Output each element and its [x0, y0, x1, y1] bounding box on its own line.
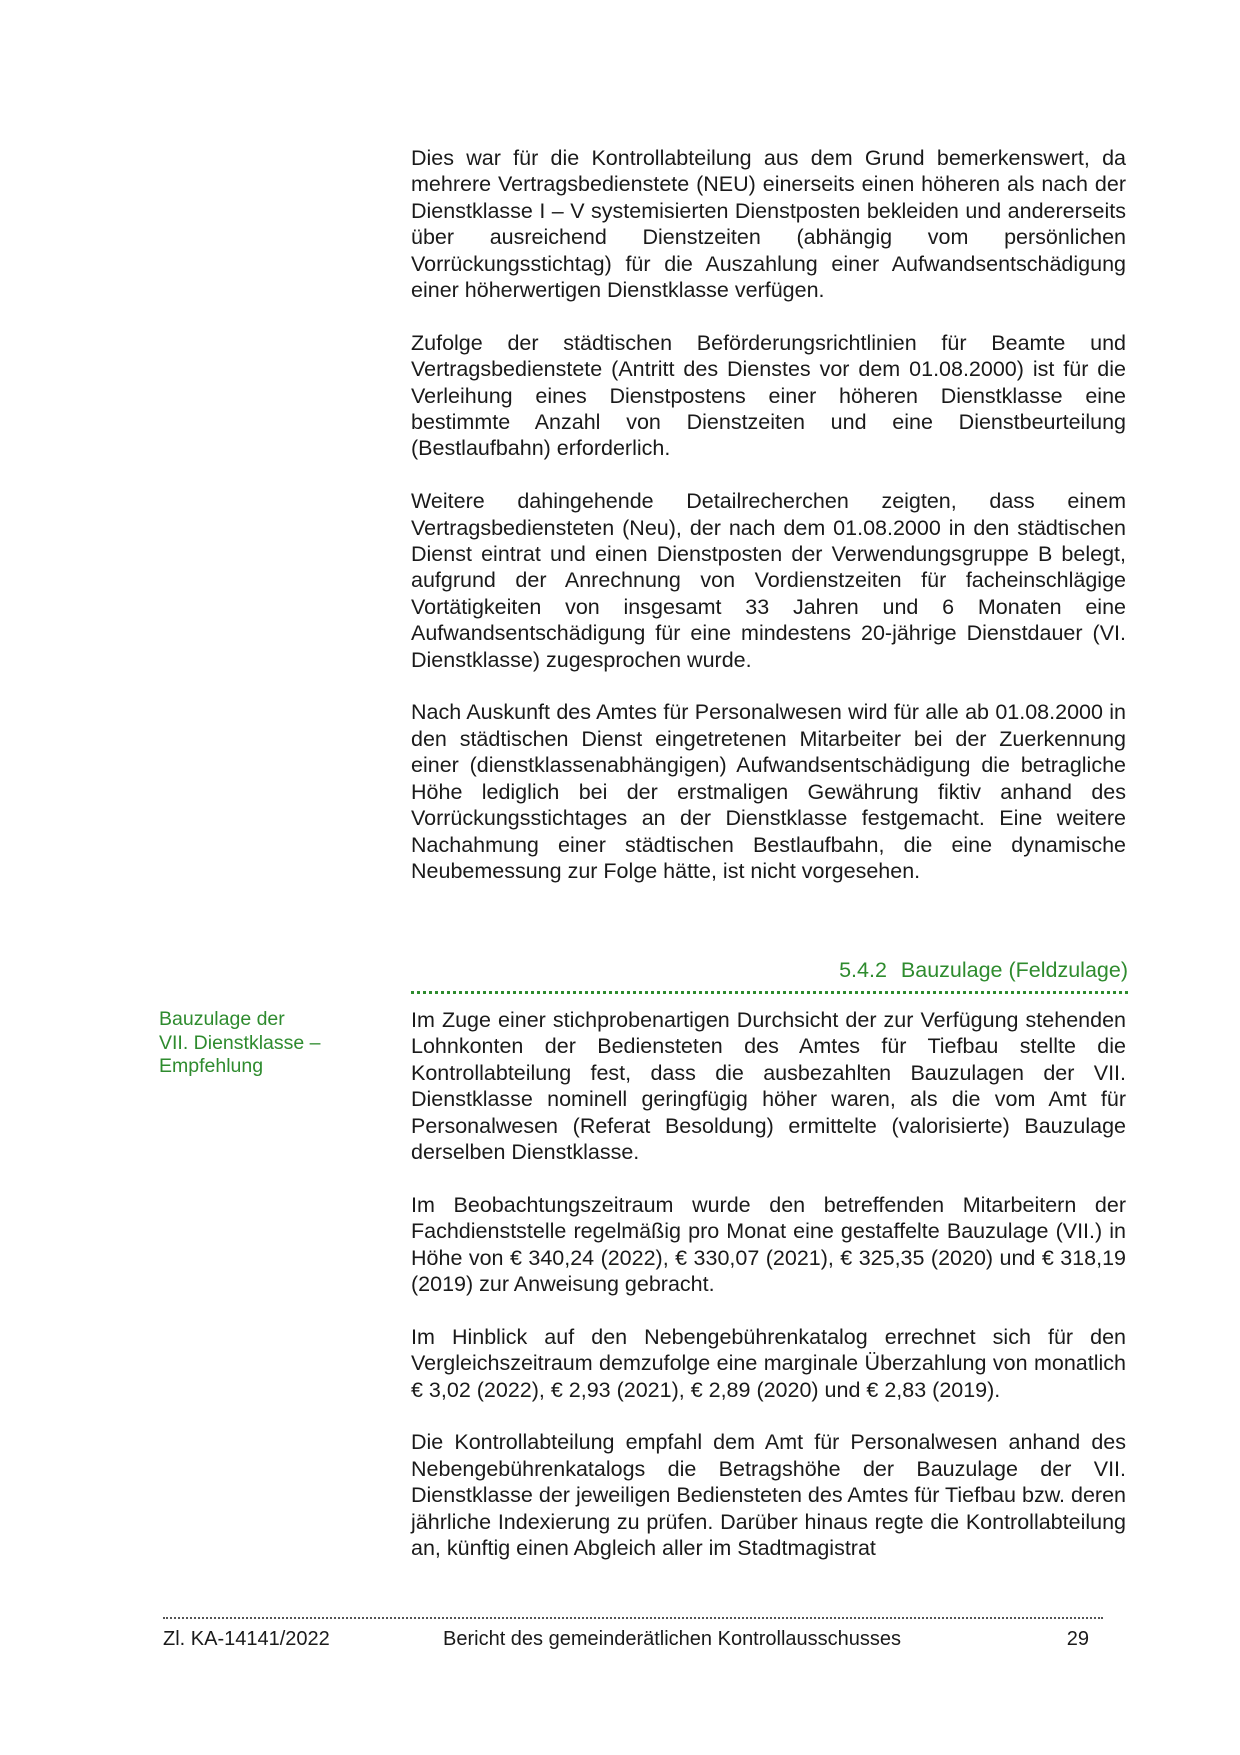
section-number: 5.4.2	[839, 958, 887, 982]
footer-reference: Zl. KA-14141/2022	[163, 1628, 330, 1650]
page-number: 29	[1066, 1628, 1089, 1650]
footer-divider	[163, 1617, 1103, 1619]
section-heading	[411, 957, 1128, 994]
margin-note	[159, 1008, 379, 1079]
paragraph: Dies war für die Kontrollabteilung aus dem Grund bemerkenswert, da mehrere Vertragsbedienstete (NEU) einerseits einen höheren als nach der Dienstklasse I – V systemisierten Dienstposten bekleiden und andererseits über ausreichend Dienstzeiten (abhängig vom persönlichen Vorrückungsstichtag) für die Auszahlung einer Aufwandsentschädigung einer höherwertigen Dienstklasse verfügen.	[411, 146, 1126, 303]
paragraph: Weitere dahingehende Detailrecherchen zeigten, dass einem Vertragsbediensteten (Neu), der nach dem 01.08.2000 in den städtischen Dienst eintrat und einen Dienstposten der Verwendungsgruppe B belegt, aufgrund der Anrechnung von Vordienstzeiten für facheinschlägige Vortätigkeiten von insgesamt 33 Jahren und 6 Monaten eine Aufwandsentschädigung für eine mindestens 20-jährige Dienstdauer (VI. Dienstklasse) zugesprochen wurde.	[411, 489, 1126, 672]
paragraph: Die Kontrollabteilung empfahl dem Amt für Personalwesen anhand des Nebengebührenkatalogs die Betragshöhe der Bauzulage der VII. Dienstklasse der jeweiligen Bediensteten des Amtes für Tiefbau bzw. deren jährliche Indexierung zu prüfen. Darüber hinaus regte die Kontrollabteilung an, künftig einen Abgleich aller im Stadtmagistrat	[411, 1430, 1126, 1561]
margin-note-line: Bauzulage der	[159, 1008, 285, 1030]
body-text-top	[411, 145, 1126, 911]
section-title: Bauzulage (Feldzulage)	[900, 958, 1128, 982]
paragraph: Zufolge der städtischen Beförderungsrichtlinien für Beamte und Vertragsbedienstete (Antritt des Dienstes vor dem 01.08.2000) ist für die Verleihung eines Dienstpostens einer höheren Dienstklasse eine bestimmte Anzahl von Dienstzeiten und eine Dienstbeurteilung (Bestlaufbahn) erforderlich.	[411, 330, 1126, 461]
margin-note-line: VII. Dienstklasse –	[159, 1031, 321, 1054]
paragraph: Im Zuge einer stichprobenartigen Durchsicht der zur Verfügung stehenden Lohnkonten der Bediensteten des Amtes für Tiefbau stellte die Kontrollabteilung fest, dass die ausbezahlten Bauzulagen der VII. Dienstklasse nominell geringfügig höher waren, als die vom Amt für Personalwesen (Referat Besoldung) ermittelte (valorisierte) Bauzulage derselben Dienstklasse.	[411, 1008, 1126, 1165]
paragraph: Nach Auskunft des Amtes für Personalwesen wird für alle ab 01.08.2000 in den städtischen Dienst eingetretenen Mitarbeiter bei der Zuerkennung einer (dienstklassenabhängigen) Aufwandsentschädigung die betragliche Höhe lediglich bei der erstmaligen Gewährung fiktiv anhand des Vorrückungsstichtages an der Dienstklasse festgemacht. Eine weitere Nachahmung einer städtischen Bestlaufbahn, die eine dynamische Neubemessung zur Folge hätte, ist nicht vorgesehen.	[411, 700, 1126, 883]
paragraph: Im Hinblick auf den Nebengebührenkatalog errechnet sich für den Vergleichszeitraum demzufolge eine marginale Überzahlung von monatlich € 3,02 (2022), € 2,93 (2021), € 2,89 (2020) und € 2,83 (2019).	[411, 1324, 1126, 1402]
margin-note-line: Empfehlung	[159, 1055, 264, 1077]
paragraph: Im Beobachtungszeitraum wurde den betreffenden Mitarbeitern der Fachdienststelle regelmäßig pro Monat eine gestaffelte Bauzulage (VII.) in Höhe von € 340,24 (2022), € 330,07 (2021), € 325,35 (2020) und € 318,19 (2019) zur Anweisung gebracht.	[411, 1192, 1126, 1297]
body-text-bottom	[411, 1007, 1126, 1588]
footer-title: Bericht des gemeinderätlichen Kontrollausschusses	[443, 1628, 902, 1650]
